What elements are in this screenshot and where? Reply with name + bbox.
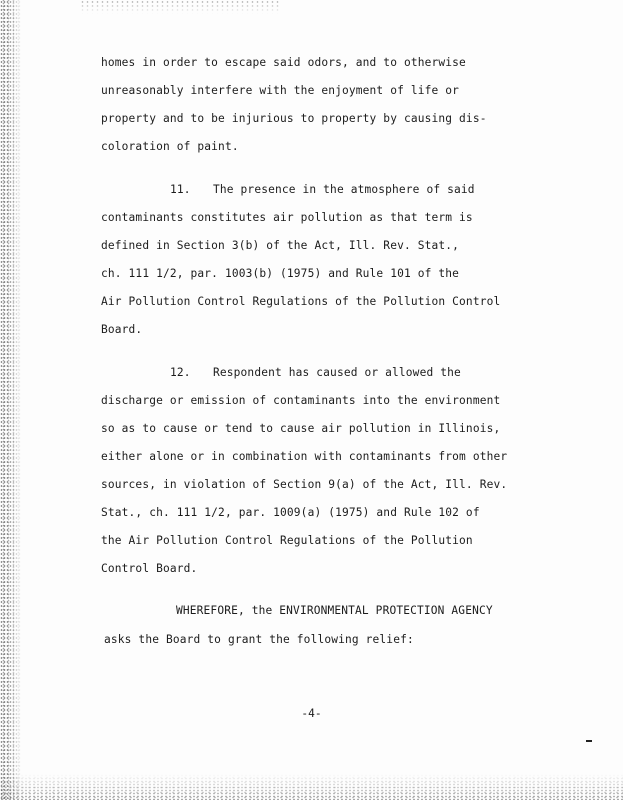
paragraph-11-line: Air Pollution Control Regulations of the Pollution Control	[101, 295, 501, 308]
paragraph-12-line: discharge or emission of contaminants into the environment	[101, 394, 501, 407]
paragraph-10-line: property and to be injurious to property by causing dis-	[101, 112, 487, 125]
paragraph-12-line: so as to cause or tend to cause air pollution in Illinois,	[101, 422, 501, 435]
wherefore-line: WHEREFORE, the ENVIRONMENTAL PROTECTION AGENCY	[176, 604, 493, 617]
paragraph-10-line: coloration of paint.	[101, 140, 239, 153]
scan-mark	[586, 740, 592, 742]
page-number: -4-	[301, 707, 322, 720]
paragraph-10-line: homes in order to escape said odors, and to otherwise	[101, 56, 466, 69]
scan-noise-top-edge	[80, 0, 280, 14]
scan-noise-left-edge	[0, 0, 22, 800]
paragraph-12-line: Stat., ch. 111 1/2, par. 1009(a) (1975) and Rule 102 of	[101, 506, 480, 519]
paragraph-10-line: unreasonably interfere with the enjoyment of life or	[101, 84, 460, 97]
paragraph-12-line: Control Board.	[101, 562, 198, 575]
paragraph-12-line: the Air Pollution Control Regulations of the Pollution	[101, 534, 473, 547]
paragraph-11-number: 11.	[170, 183, 191, 196]
paragraph-12-line: either alone or in combination with contaminants from other	[101, 450, 508, 463]
paragraph-12-line: sources, in violation of Section 9(a) of the Act, Ill. Rev.	[101, 478, 508, 491]
scan-noise-bottom-edge	[0, 774, 623, 800]
paragraph-11-line: ch. 111 1/2, par. 1003(b) (1975) and Rule 101 of the	[101, 267, 460, 280]
paragraph-12-first-line: Respondent has caused or allowed the	[213, 366, 461, 379]
paragraph-11-line: defined in Section 3(b) of the Act, Ill. Rev. Stat.,	[101, 239, 460, 252]
paragraph-11-line: Board.	[101, 323, 143, 336]
paragraph-12-number: 12.	[170, 366, 191, 379]
relief-request-line: asks the Board to grant the following relief:	[104, 633, 414, 646]
paragraph-11-line: contaminants constitutes air pollution as that term is	[101, 211, 473, 224]
paragraph-11-first-line: The presence in the atmosphere of said	[213, 183, 475, 196]
